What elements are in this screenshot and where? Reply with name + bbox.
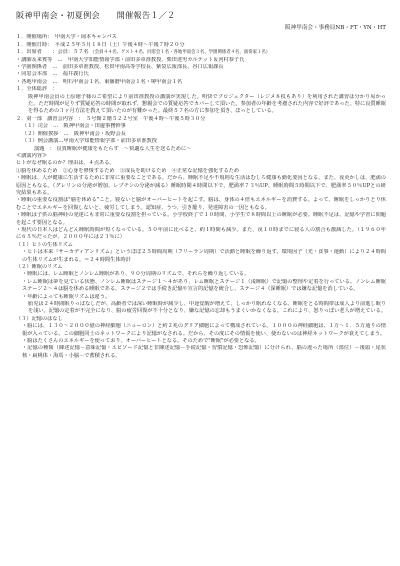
summary-para-1: ・睡眠は、人が健康に生活するために非常に重要なことである。だから、睡眠不足や不規則な生活はむしろ健康も動化要因となる。また、夜更かしは、肥満の原因ともなる。（グレリンの分泌が増加、レプチンの分泌が減る）睡眠時間４時間以下で、肥満率７３％UP、睡眠時間５時間以下で、肥満率５０％UPとの研究結果もある。	[16, 175, 386, 196]
item-lecturer: ・講師＆来賓等 … 甲南大学知能情報学部・前田多章准教授、柴田達男カルテット＆河村恭子氏	[16, 56, 245, 63]
summary-para-2: ・睡眠の重要な役割は"脳を休める"こと。寝ないと脳がオーバーヒートを起こす。脳は、身体の４倍もエネルギーを消費する。よって、睡眠をしっかりとり休むことでエネルギーを回復しないと、疲労してしまう。認知症、うつ、引き籠り、発達障害の一因ともなる。	[16, 197, 386, 211]
summary-heading: ≪講演内容≫	[16, 152, 48, 159]
section2-heading: ２．第一部 講習会内容 ： ５号館２階５２２号室 午後４時～午後５時３０分	[16, 115, 206, 122]
section2-greeting: （２）開催挨拶 … 阪神甲南会・坂野会長	[22, 130, 126, 137]
section2-lecture: （３）例会講演…甲南大学知能情報学部・前田多章准教授	[22, 138, 157, 145]
sub3-para-3: ・記憶の種類（陳述記憶－意味記憶・エピソード記憶と非陳述記憶－手続記憶・習慣記憶・恐怖記憶）に分けられ、脳の違った場所（部位）－後頭・尾状核・扁桃体・海馬・小脳－で蓄積される。	[22, 345, 386, 359]
item-alumni-hq: ・同窓会本部 … 福井義行氏	[16, 71, 89, 78]
summary-question: ヒトがなぜ眠るのか？理由は、４点ある。	[16, 160, 115, 167]
sub2-para-1: ・睡眠には、レム睡眠とノンレム睡眠があり、９０分周期のリズムで、それらを繰り返している。	[22, 271, 250, 278]
summary-points: ①脳を休めるため ②心身を修復するため ③成長を助けるため ④正常な記憶を強化するため	[16, 167, 240, 174]
sub2-para-4: 胎児は２４時間眠りっぱなしだが、高齢者では深い睡眠時が減少し、中途覚醒が増えて、しっかり眠れなくなる。睡眠をとる時間帯は成人より前進し眠りを浅い。記憶の定着が不完全になり、脳の疲労回復が不十分となり、嫌な記憶の忘却もうまくいかなくなる。これにより、怒りっぽい老人が増えている。	[28, 301, 386, 315]
lecture-title-label: 演題 ：	[34, 145, 55, 152]
title-row	[16, 10, 386, 20]
summary-para-3: ・睡眠は子供の脳神経の発達にも非常に重要な役割を担っている。小学校終了で１０時間、小学生で８時間以上の睡眠が必要。睡眠不足は、記憶や学習に問題を起こす要因となる。	[16, 212, 386, 226]
summary-para-4: ・現代の日本人はどんどん睡眠時間が短くなっている。５０年前に比べると、約１時間も減少。また、夜１０時までに寝る人の割合も激減した。（１９６０年に６５％だったが、２０００年には２３％に）	[16, 226, 386, 241]
sub3-para-1: ・脳には、１３０～２０００億の神経細胞（ニューロン）と約２兆のグリア細胞によって構成されている。１０００の神経細胞は、１万～１．５万通りの情報が入っている。この細胞同士のネットワークにより記憶がなされる。だから、その度にその情報を使い、使わないのは神経ネットワークが衰えてしまう。	[22, 323, 386, 337]
sub1-heading: （１）ヒトの生体リズム	[16, 241, 73, 248]
item-branches: ・各地甲南会 … 明石甲南会１名、東播磨甲南会１名・堺甲南会１名	[16, 78, 183, 85]
sub3-para-2: ・脳はたくさんのエネルギーを使っており、オーバーヒートとなる。そのためで"睡眠"が必要となる。	[22, 338, 260, 345]
section1-body: 阪神甲南会員の上原徳子様のご希望により前田准教授の講演が実現した。明快でプロジェクター（レジメ８枚もあり）を利用された講習は分かり易かった。ただ時間が足りず質疑応答の時間が取れず、懇親会での質疑応答でカバーして頂いた。参加者の年齢を考慮された内容で好評であった。特に良質睡眠を得るための３ヶ月方法を教えて頂いたのが有難かった。最終５７名の方に参加を頂き、ほっとしている。	[28, 93, 386, 115]
item-school-staff: ・学園関係者 … 前田多章准教授、松田甲南高等学校長、紫袋広報部長、谷口広報課長	[16, 64, 224, 71]
sub2-para-3: ・年齢によっても睡眠リズムは違う。	[22, 293, 111, 300]
attendee-breakdown: （会員４４名、ゲスト４名、同窓会１名・各地甲南会３名、学園関係者４名、演奏家１名）	[90, 50, 271, 56]
section1-heading: １．全体総評 ：	[16, 86, 58, 93]
report-title: 阪神甲南会・初夏例会 開催報告１／２	[16, 10, 176, 20]
lecture-title-line	[16, 146, 386, 153]
attendee-count: １．出席者 ：会員：５７名	[16, 49, 89, 56]
lecture-title: 良質睡眠が健康をもたらす ～快適な人生を送るために～	[56, 145, 192, 152]
sub2-heading: （２）睡眠のリズム	[16, 264, 63, 270]
item-datetime: １．開催日時： 平成２５年５月１８日（土）午後４時～午後７時２０分	[16, 41, 185, 48]
sub1-body: ・ヒトは本来『サーカディアンリズム』というほぼ２５時間周期（フリーラン周期）で活動と睡眠を繰り返す。環境因子（光・食事・運動）により２４時間の生体リズムが生まれる。＝２４時間生体時計	[22, 249, 386, 263]
section2-mc: （１）司会 … 阪神甲南会・田邊事務幹事	[22, 123, 126, 130]
sub3-heading: （３）記憶のはなし	[16, 315, 63, 322]
item-attendees	[16, 49, 386, 56]
item-venue: １．開催場所： 甲南大学・岡本キャンパス	[16, 34, 117, 41]
organizer-line: 阪神甲南会・事務局NB・FT・YN・HT	[285, 25, 386, 31]
sub2-para-2: ・レム睡眠は夢を見ている状態、ノンレム睡眠はステージ１～４があり、レム睡眠とステージ１（浅睡眠）で記憶の整理や定着を行っている。ノンレム睡眠ステージ２～４は脳を休める睡眠である。ステージ２では手続き記憶や宣言的記憶を統合し、ステージ４（深睡眠）では嫌な記憶を消している。	[22, 278, 386, 293]
